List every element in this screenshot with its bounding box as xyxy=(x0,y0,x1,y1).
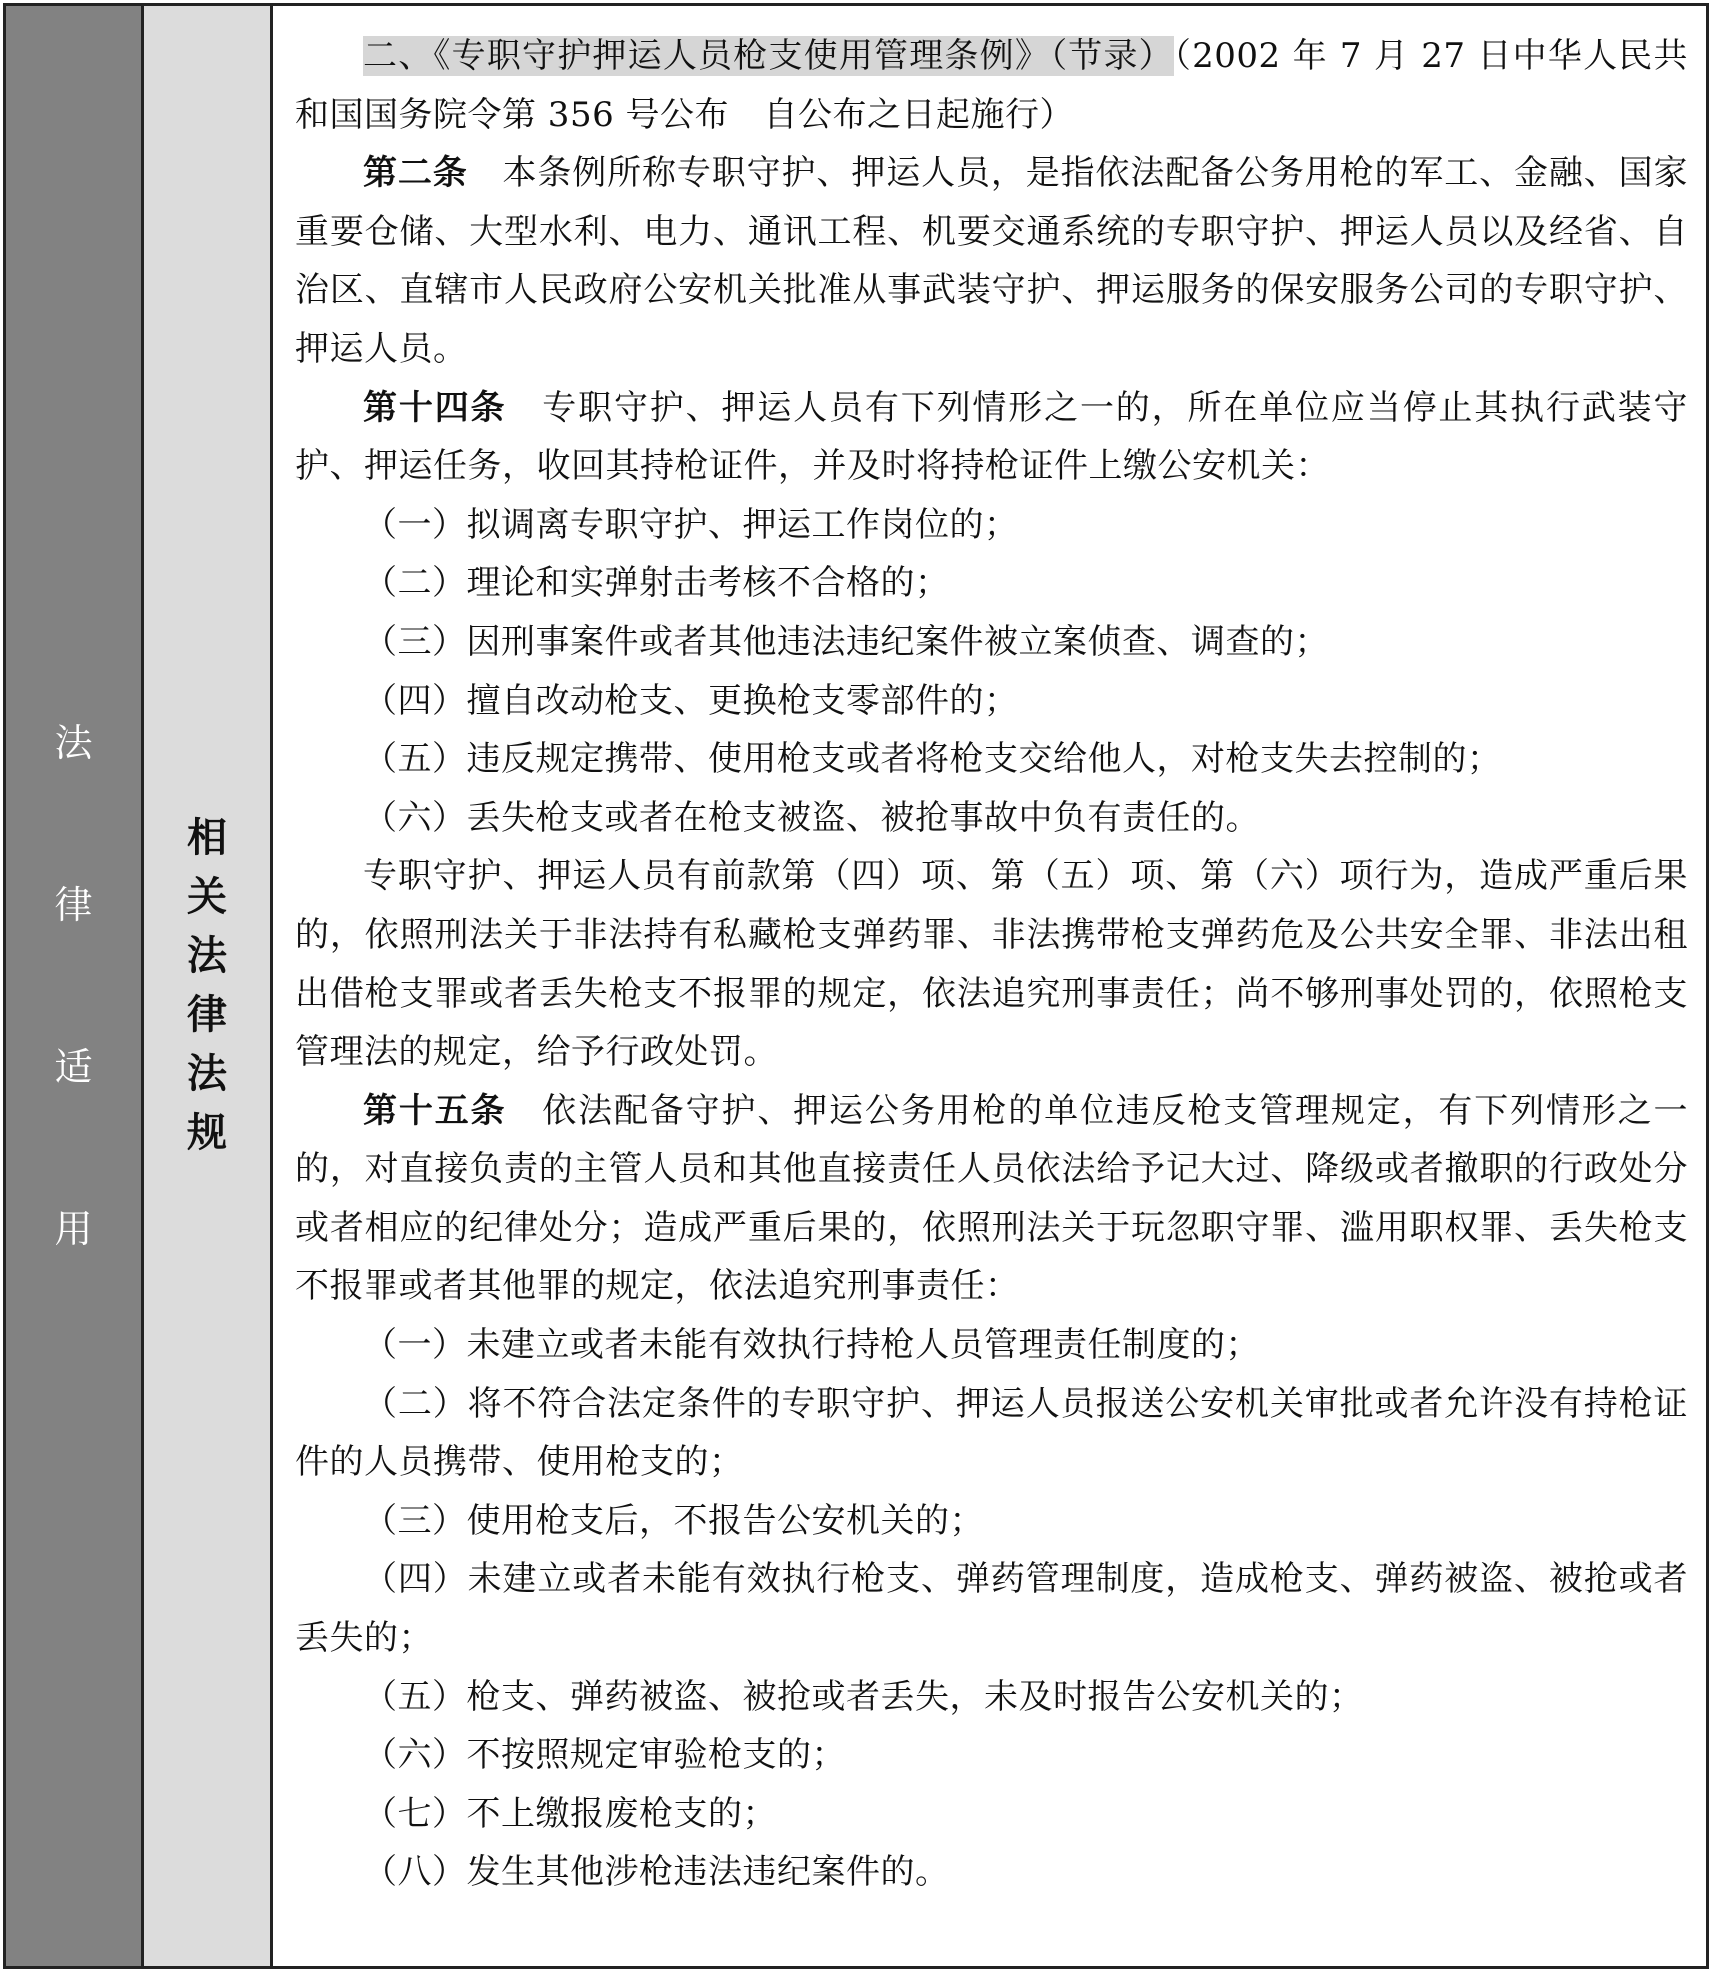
list-item: （五）违反规定携带、使用枪支或者将枪支交给他人，对枪支失去控制的； xyxy=(363,739,1502,780)
subcategory-column xyxy=(144,6,273,1966)
article-label: 第二条 xyxy=(363,153,468,194)
list-item: （六）丢失枪支或者在枪支被盗、被抢事故中负有责任的。 xyxy=(363,797,1260,838)
subcategory-char: 法 xyxy=(187,933,227,979)
list-item: （七）不上缴报废枪支的； xyxy=(363,1793,777,1834)
article-text: 专职守护、押运人员有下列情形之一的，所在单位应当停止其执行武装守护、押运任务，收回其持枪证件，并及时将持枪证件上缴公安机关： xyxy=(295,387,1689,487)
article-label: 第十五条 xyxy=(363,1090,507,1131)
subcategory-char: 关 xyxy=(187,874,227,920)
article-paragraph: 专职守护、押运人员有前款第（四）项、第（五）项、第（六）项行为，造成严重后果的，依照刑法关于非法持有私藏枪支弹药罪、非法携带枪支弹药危及公共安全罪、非法出租出借枪支罪或者丢失枪支不报罪的规定，依法追究刑事责任；尚不够刑事处罚的，依照枪支管理法的规定，给予行政处罚。 xyxy=(295,856,1688,1073)
list-item: （四）未建立或者未能有效执行枪支、弹药管理制度，造成枪支、弹药被盗、被抢或者丢失的； xyxy=(295,1559,1688,1659)
article-15 xyxy=(295,1082,1688,1316)
list-item: （六）不按照规定审验枪支的； xyxy=(363,1735,846,1776)
category-char: 用 xyxy=(54,1207,93,1251)
list-item: （一）拟调离专职守护、押运工作岗位的； xyxy=(363,504,1019,545)
regulation-heading xyxy=(295,27,1688,144)
article-2 xyxy=(295,144,1688,378)
subcategory-char: 法 xyxy=(187,1051,227,1097)
law-table xyxy=(3,3,1709,1969)
subcategory-char: 律 xyxy=(187,992,227,1038)
category-char: 法 xyxy=(54,721,93,765)
category-char: 律 xyxy=(54,883,93,927)
list-item: （二）将不符合法定条件的专职守护、押运人员报送公安机关审批或者允许没有持枪证件的人员携带、使用枪支的； xyxy=(295,1383,1688,1483)
subcategory-char: 规 xyxy=(187,1110,227,1156)
article-text: 依法配备守护、押运公务用枪的单位违反枪支管理规定，有下列情形之一的，对直接负责的主管人员和其他直接责任人员依法给予记大过、降级或者撤职的行政处分或者相应的纪律处分；造成严重后果的，依照刑法关于玩忽职守罪、滥用职权罪、丢失枪支不报罪或者其他罪的规定，依法追究刑事责任： xyxy=(295,1090,1689,1307)
list-item: （三）使用枪支后，不报告公安机关的； xyxy=(363,1500,984,1541)
article-text: 本条例所称专职守护、押运人员，是指依法配备公务用枪的军工、金融、国家重要仓储、大型水利、电力、通讯工程、机要交通系统的专职守护、押运人员以及经省、自治区、直辖市人民政府公安机关批准从事武装守护、押运服务的保安服务公司的专职守护、押运人员。 xyxy=(295,153,1689,369)
article-label: 第十四条 xyxy=(363,387,507,428)
list-item: （一）未建立或者未能有效执行持枪人员管理责任制度的； xyxy=(363,1325,1260,1366)
category-char: 适 xyxy=(54,1045,93,1089)
regulation-title: 二、《专职守护押运人员枪支使用管理条例》（节录） xyxy=(363,36,1174,76)
list-item: （五）枪支、弹药被盗、被抢或者丢失，未及时报告公安机关的； xyxy=(363,1676,1364,1717)
regulation-text xyxy=(273,6,1706,1966)
regulation-note: （2002 年 7 月 27 日中华人民共和国国务院令第 356 号公布 自公布之日起施行） xyxy=(295,36,1688,135)
category-column xyxy=(6,6,144,1966)
article-14 xyxy=(295,379,1688,496)
list-item: （三）因刑事案件或者其他违法违纪案件被立案侦查、调查的； xyxy=(363,621,1329,662)
list-item: （二）理论和实弹射击考核不合格的； xyxy=(363,563,950,604)
list-item: （四）擅自改动枪支、更换枪支零部件的； xyxy=(363,680,1019,721)
list-item: （八）发生其他涉枪违法违纪案件的。 xyxy=(363,1852,950,1893)
subcategory-char: 相 xyxy=(187,815,227,861)
